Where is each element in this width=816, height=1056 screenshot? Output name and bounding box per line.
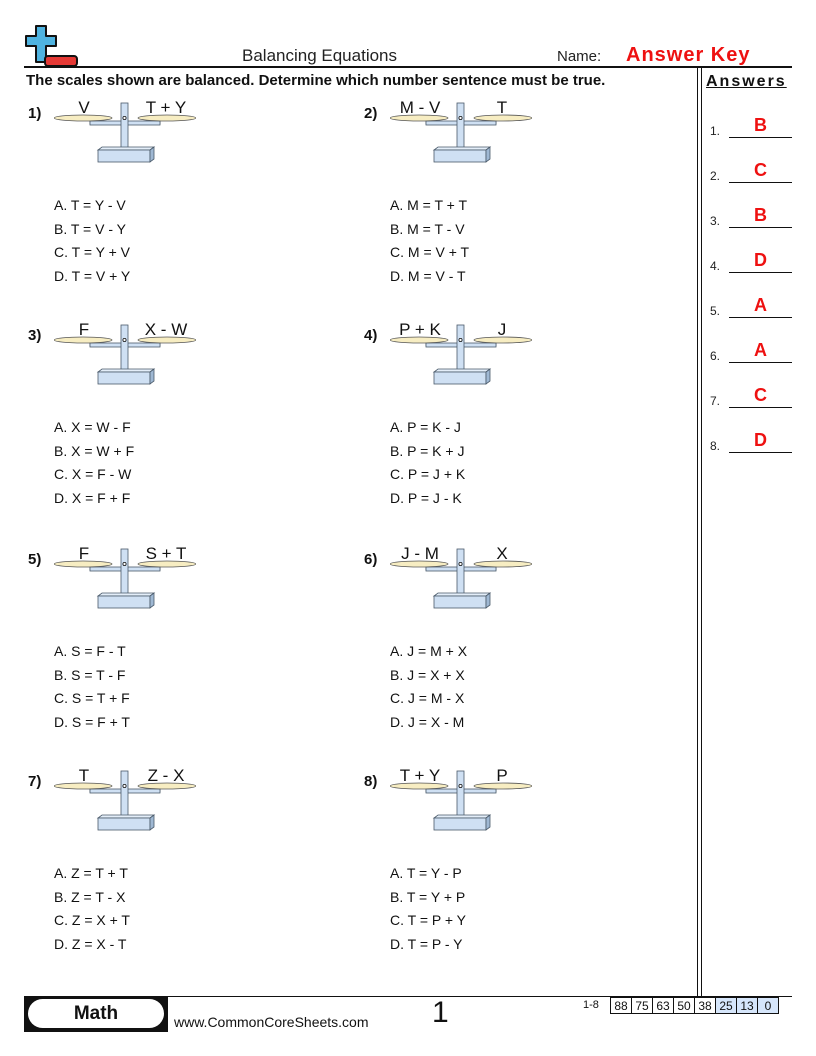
choice-c: C. T = Y + V [54,244,131,260]
choice-list [54,640,130,734]
score-range: 1-8 [583,999,599,1011]
problem-number: 1) [28,105,42,122]
choice-c: C. X = F - W [54,466,132,482]
answer-line [729,452,792,453]
choice-d: D. X = F + F [54,489,131,506]
left-pan-label: V [78,98,90,117]
score-cell: 88 [611,997,632,1014]
left-pan-label: F [78,320,90,339]
score-cell: 75 [632,997,653,1014]
answer-number: 1. [710,124,721,138]
answer-number: 4. [710,259,721,273]
header-divider [24,66,792,68]
left-pan-label: T + Y [399,766,441,785]
choice-d: D. M = V - T [390,267,466,284]
answer-line [729,362,792,363]
problem-number: 2) [364,105,378,122]
choice-c: C. M = V + T [390,244,470,260]
score-cell: 63 [653,997,674,1014]
left-pan-label: J - M [401,544,439,563]
choice-list [54,416,134,510]
left-pan-label: F [78,544,90,563]
plus-minus-logo-icon [24,24,80,68]
answer-number: 5. [710,304,721,318]
instructions: The scales shown are balanced. Determine which number sentence must be true. [26,72,606,89]
problem-number: 5) [28,551,42,568]
answer-line [729,182,792,183]
answer-number: 3. [710,214,721,228]
answer-line [729,137,792,138]
choice-d: D. Z = X - T [54,935,127,952]
answer-value: A [754,295,767,315]
choice-a: A. Z = T + T [54,865,128,881]
choice-list [54,862,130,956]
right-pan-label: P [496,766,508,785]
right-pan-label: T + Y [145,98,187,117]
answer-value: B [754,205,767,225]
problem-number: 6) [364,551,378,568]
answer-value: D [754,250,767,270]
answer-value: C [754,160,767,180]
choice-b: B. X = W + F [54,442,135,459]
choice-d: D. T = V + Y [54,267,131,284]
choice-list [390,416,465,510]
left-pan-label: M - V [399,98,441,117]
choice-a: A. P = K - J [390,419,461,435]
right-pan-label: T [496,98,508,117]
answer-number: 2. [710,169,721,183]
right-pan-label: J [497,320,507,339]
problem [364,544,664,744]
choice-c: C. P = J + K [390,466,466,482]
answer-row [710,114,794,138]
subject-badge: Math [28,999,164,1028]
problem [364,320,664,520]
choice-b: B. Z = T - X [54,888,126,905]
answer-value: A [754,340,767,360]
left-pan-label: P + K [399,320,441,339]
column-divider [701,68,702,998]
problem-number: 7) [28,773,42,790]
right-pan-label: X - W [144,320,188,339]
problem-number: 3) [28,327,42,344]
score-cell: 13 [737,997,758,1014]
choice-c: C. J = M - X [390,690,465,706]
name-label: Name: [557,48,602,65]
choice-b: B. S = T - F [54,666,126,683]
choice-c: C. T = P + Y [390,912,467,928]
answer-value: C [754,385,767,405]
choice-a: A. T = Y - V [54,197,126,213]
problem-number: 4) [364,327,378,344]
answer-row [710,159,794,183]
choice-d: D. S = F + T [54,713,130,730]
answer-row [710,429,794,453]
name-value: Answer Key [626,44,751,66]
answer-row [710,204,794,228]
answer-line [729,272,792,273]
right-pan-label: Z - X [147,766,185,785]
answer-line [729,227,792,228]
answer-row [710,339,794,363]
answer-number: 6. [710,349,721,363]
answer-number: 7. [710,394,721,408]
answer-row [710,384,794,408]
problem [28,320,328,520]
score-cell: 50 [674,997,695,1014]
choice-c: C. S = T + F [54,690,130,706]
choice-list [390,194,469,288]
problem [28,544,328,744]
problem [28,766,328,966]
answers-heading: Answers [706,73,787,90]
choice-b: B. J = X + X [390,666,465,683]
worksheet-title: Balancing Equations [242,46,398,65]
answer-value: D [754,430,767,450]
choice-b: B. T = V - Y [54,220,126,237]
choice-d: D. T = P - Y [390,935,463,952]
choice-b: B. T = Y + P [390,888,466,905]
answer-line [729,317,792,318]
answer-value: B [754,115,767,135]
page-number: 1 [432,996,449,1029]
problem-number: 8) [364,773,378,790]
website-link[interactable]: www.CommonCoreSheets.com [174,1014,369,1030]
score-cell: 25 [716,997,737,1014]
choice-a: A. M = T + T [390,197,468,213]
choice-list [390,640,467,734]
column-divider [697,68,698,998]
answer-number: 8. [710,439,721,453]
score-table [610,997,779,1014]
choice-a: A. T = Y - P [390,865,462,881]
choice-a: A. J = M + X [390,643,468,659]
answer-line [729,407,792,408]
choice-a: A. S = F - T [54,643,126,659]
choice-b: B. M = T - V [390,220,465,237]
choice-a: A. X = W - F [54,419,131,435]
choice-d: D. J = X - M [390,713,465,730]
choice-d: D. P = J - K [390,489,462,506]
choice-list [54,194,130,288]
problem [28,98,328,298]
choice-b: B. P = K + J [390,442,465,459]
left-pan-label: T [78,766,90,785]
problem [364,766,664,966]
score-cell: 0 [758,997,779,1014]
choice-c: C. Z = X + T [54,912,130,928]
answer-row [710,294,794,318]
right-pan-label: X [496,544,508,563]
answer-row [710,249,794,273]
right-pan-label: S + T [145,544,187,563]
choice-list [390,862,466,956]
problem [364,98,664,298]
score-cell: 38 [695,997,716,1014]
